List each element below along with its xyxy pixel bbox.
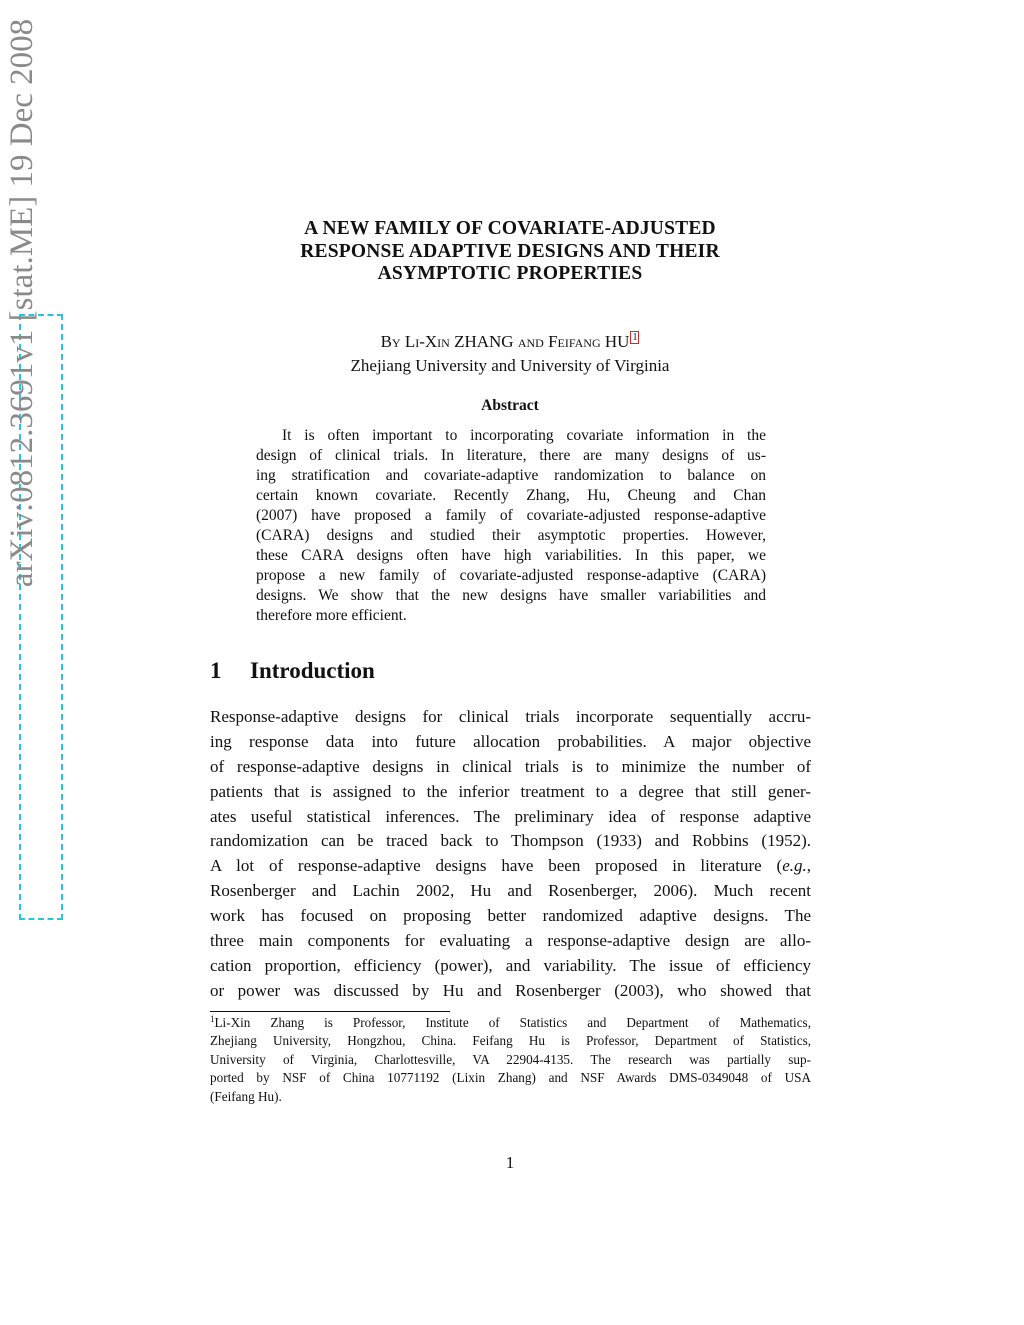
abstract-line: propose a new family of covariate-adjusted response-adaptive (CARA)	[256, 567, 766, 584]
body-line: patients that is assigned to the inferior treatment to a degree that still gener-	[210, 781, 811, 801]
body-line: ates useful statistical inferences. The preliminary idea of response adaptive	[210, 806, 811, 826]
abstract-line: designs. We show that the new designs have smaller variabilities and	[256, 587, 766, 604]
footnote-rule	[210, 1011, 450, 1012]
author2-surname: HU	[604, 332, 630, 351]
body-line: ing response data into future allocation probabilities. A major objective	[210, 731, 811, 751]
title-line: A NEW FAMILY OF COVARIATE-ADJUSTED	[304, 218, 716, 239]
footnote-line	[210, 1014, 811, 1032]
body-line-text: A lot of response-adaptive designs have been proposed in literature (	[210, 856, 783, 876]
author1-surname: ZHANG	[454, 332, 514, 351]
body-line: or power was discussed by Hu and Rosenberger (2003), who showed that	[210, 980, 811, 1000]
body-line: three main components for evaluating a response-adaptive design are allo-	[210, 931, 811, 951]
abstract-body	[256, 426, 766, 626]
footnote-link[interactable]: 1	[632, 332, 638, 343]
abstract-line: certain known covariate. Recently Zhang, Hu, Cheung and Chan	[256, 487, 766, 504]
abstract-line: design of clinical trials. In literature, there are many designs of us-	[256, 447, 766, 464]
page-number: 1	[505, 1153, 515, 1172]
body-line: cation proportion, efficiency (power), and variability. The issue of efficiency	[210, 955, 811, 975]
and-word: and	[517, 332, 544, 351]
abstract-line: (CARA) designs and studied their asymptotic properties. However,	[256, 527, 766, 544]
body-paragraph	[210, 705, 811, 1004]
body-line: work has focused on proposing better randomized adaptive designs. The	[210, 906, 811, 926]
author2-given: Feifang	[548, 332, 601, 351]
author1-given: Li-Xin	[404, 332, 450, 351]
body-line: Response-adaptive designs for clinical trials incorporate sequentially accru-	[210, 707, 811, 726]
paper-title	[210, 218, 810, 286]
abstract-line: It is often important to incorporating covariate information in the	[282, 427, 766, 444]
eg-abbrev: e.g.	[782, 856, 807, 876]
title-line: ASYMPTOTIC PROPERTIES	[377, 263, 643, 284]
footnote-line: (Feifang Hu).	[210, 1088, 282, 1104]
section-number: 1	[210, 658, 222, 683]
abstract-line: (2007) have proposed a family of covariate-adjusted response-adaptive	[256, 507, 766, 524]
footnote-line: ported by NSF of China 10771192 (Lixin Zhang) and NSF Awards DMS-0349048 of USA	[210, 1070, 811, 1086]
abstract-line: therefore more efficient.	[256, 607, 407, 624]
footnote-line: University of Virginia, Charlottesville, VA 22904-4135. The research was partially sup-	[210, 1051, 811, 1067]
body-line: of response-adaptive designs in clinical trials is to minimize the number of	[210, 756, 811, 776]
footnote	[210, 1014, 811, 1106]
body-line: randomization can be traced back to Thompson (1933) and Robbins (1952).	[210, 831, 811, 851]
section-title: Introduction	[250, 658, 375, 683]
footnote-mark: 1	[210, 1014, 215, 1024]
title-line: RESPONSE ADAPTIVE DESIGNS AND THEIR	[300, 240, 720, 262]
abstract-line: these CARA designs often have high variabilities. In this paper, we	[256, 547, 766, 564]
author-line	[210, 331, 810, 353]
abstract-line: ing stratification and covariate-adaptive randomization to balance on	[256, 467, 766, 484]
footnote-line-text: Li-Xin Zhang is Professor, Institute of Statistics and Department of Mathematics,	[214, 1015, 811, 1030]
eg-comma: ,	[806, 856, 811, 876]
by-word: By	[380, 332, 401, 351]
abstract-heading: Abstract	[481, 397, 539, 414]
footnote-line: Zhejiang University, Hongzhou, China. Feifang Hu is Professor, Department of Statistics,	[210, 1033, 811, 1049]
body-line	[210, 854, 811, 879]
section-heading	[210, 656, 810, 686]
body-line: Rosenberger and Lachin 2002, Hu and Rosenberger, 2006). Much recent	[210, 881, 811, 901]
affiliation: Zhejiang University and University of Virginia	[350, 356, 670, 375]
arxiv-identifier[interactable]: arXiv:0812.3691v1 [stat.ME] 19 Dec 2008	[4, 18, 40, 588]
